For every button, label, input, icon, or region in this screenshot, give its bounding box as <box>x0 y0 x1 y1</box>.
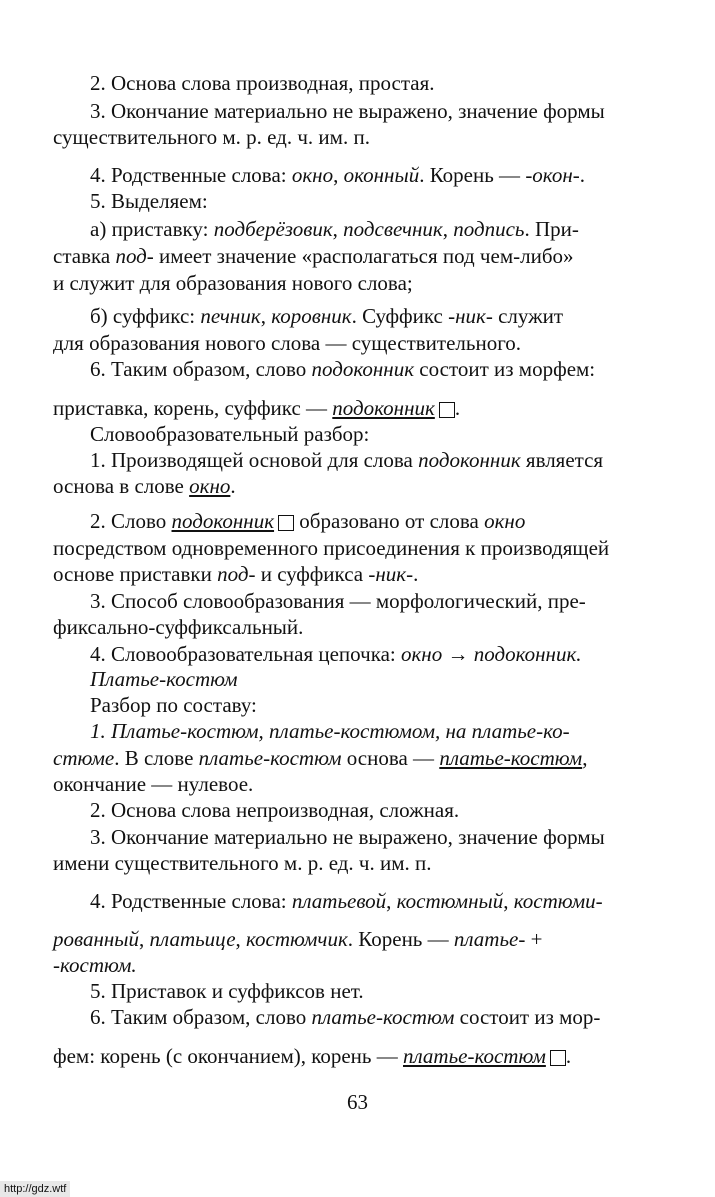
text-line: а) приставку: подберёзовик, подсвечник, подпись. При- <box>90 217 579 241</box>
text-line: стюме. В слове платье-костюм основа — платье-костюм, <box>53 746 588 770</box>
text-line: посредством одновременного присоединения к производящей <box>53 536 610 560</box>
text-line: приставка, корень, суффикс — подоконник . <box>53 396 461 420</box>
ending-box-icon <box>439 402 455 418</box>
text-line: 4. Родственные слова: окно, оконный. Корень — -окон-. <box>90 163 585 187</box>
text-line: 5. Приставок и суффиксов нет. <box>90 979 364 1003</box>
text-line: 3. Окончание материально не выражено, значение формы <box>90 99 605 123</box>
text-line: фиксально-суффиксальный. <box>53 615 304 639</box>
text-line: 4. Словообразовательная цепочка: окно → подоконник. <box>90 642 582 666</box>
page-number: 63 <box>347 1090 368 1114</box>
text-line: -костюм. <box>53 953 137 977</box>
text-line: 1. Производящей основой для слова подоконник является <box>90 448 604 472</box>
section-heading: Платье-костюм <box>90 667 238 691</box>
text-line: 6. Таким образом, слово платье-костюм состоит из мор- <box>90 1005 601 1029</box>
text-line: окончание — нулевое. <box>53 772 254 796</box>
text-line: имени существительного м. р. ед. ч. им. п. <box>53 851 432 875</box>
text-line: рованный, платьице, костюмчик. Корень — платье- + <box>53 927 543 951</box>
text-line: 3. Способ словообразования — морфологический, пре- <box>90 589 586 613</box>
text-line: 2. Основа слова непроизводная, сложная. <box>90 798 460 822</box>
text-line: фем: корень (с окончанием), корень — платье-костюм . <box>53 1044 572 1068</box>
text-line: ставка под- имеет значение «располагаться под чем-либо» <box>53 244 574 268</box>
ending-box-icon <box>278 515 294 531</box>
watermark-link[interactable]: http://gdz.wtf <box>0 1181 70 1197</box>
text-line: существительного м. р. ед. ч. им. п. <box>53 125 370 149</box>
text-line: и служит для образования нового слова; <box>53 271 413 295</box>
text-line: 4. Родственные слова: платьевой, костюмный, костюми- <box>90 889 603 913</box>
text-line: Разбор по составу: <box>90 693 257 717</box>
text-line: основе приставки под- и суффикса -ник-. <box>53 562 419 586</box>
text-line: основа в слове окно. <box>53 474 236 498</box>
text-line: 6. Таким образом, слово подоконник состоит из морфем: <box>90 357 596 381</box>
text-line: 3. Окончание материально не выражено, значение формы <box>90 825 605 849</box>
text-line: б) суффикс: печник, коровник. Суффикс -ник- служит <box>90 304 564 328</box>
text-line: Словообразовательный разбор: <box>90 422 370 446</box>
text-line: 1. Платье-костюм, платье-костюмом, на платье-ко- <box>90 719 570 743</box>
text-line: 2. Слово подоконник образовано от слова окно <box>90 509 526 533</box>
ending-box-icon <box>550 1050 566 1066</box>
text-line: 2. Основа слова производная, простая. <box>90 71 435 95</box>
text-line: для образования нового слова — существительного. <box>53 331 522 355</box>
text-line: 5. Выделяем: <box>90 189 208 213</box>
